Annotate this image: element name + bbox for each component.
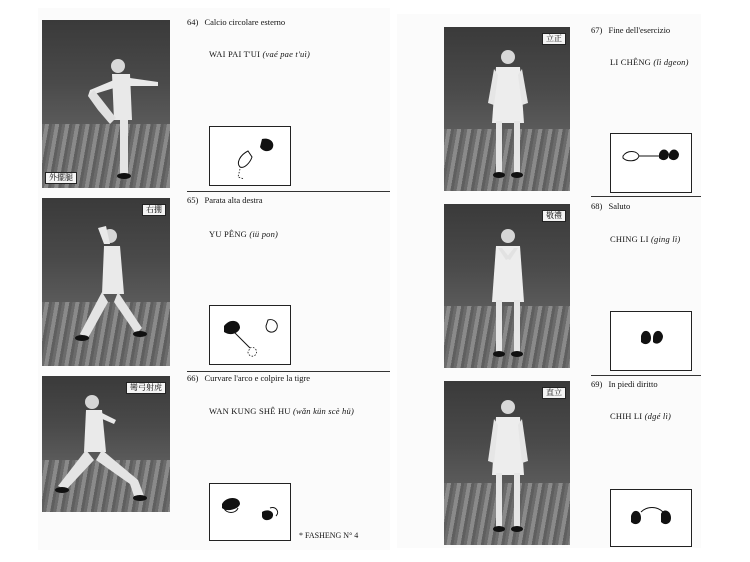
pinyin-name: CHING LI xyxy=(610,234,649,244)
photo-caption-67: 立正 xyxy=(542,33,566,45)
figure-bow-stance-icon xyxy=(42,376,170,512)
footprints-icon xyxy=(611,490,691,546)
entry-65-heading xyxy=(187,195,263,205)
divider-rule xyxy=(591,196,701,197)
transliteration: (wǎn kün scè hü) xyxy=(292,406,354,416)
entry-68-heading xyxy=(591,201,630,211)
figure-block-icon xyxy=(42,198,170,366)
footwork-diagram-65 xyxy=(209,305,291,365)
pinyin-name: WAN KUNG SHÊ HU xyxy=(209,406,291,416)
photo-caption-68: 敬禮 xyxy=(542,210,566,222)
figure-standing-icon xyxy=(444,27,570,191)
entry-64-heading xyxy=(187,17,285,27)
footprints-icon xyxy=(210,306,290,364)
footwork-diagram-68 xyxy=(610,311,692,371)
photo-caption-69: 直立 xyxy=(542,387,566,399)
photo-caption-65: 右掤 xyxy=(142,204,166,216)
entry-title: Curvare l'arco e colpire la tigre xyxy=(204,373,311,383)
entry-67-name xyxy=(610,57,689,67)
entry-66-heading xyxy=(187,373,310,383)
photo-68-salute xyxy=(444,204,570,368)
transliteration: (dgé lì) xyxy=(644,411,672,421)
figure-salute-icon xyxy=(444,204,570,368)
entry-title: Saluto xyxy=(608,201,631,211)
footprints-icon xyxy=(611,134,691,192)
entry-number: 69) xyxy=(591,379,603,389)
footwork-diagram-67 xyxy=(610,133,692,193)
entry-69-heading xyxy=(591,379,658,389)
photo-65-right-high-block xyxy=(42,198,170,366)
page-footer: * FASHENG N° 4 xyxy=(299,531,359,540)
transliteration: (vaé pae t'uì) xyxy=(262,49,311,59)
entry-66-name xyxy=(209,406,354,416)
pinyin-name: WAI PAI T'UI xyxy=(209,49,261,59)
photo-69-standing-upright xyxy=(444,381,570,545)
entry-number: 68) xyxy=(591,201,603,211)
divider-rule xyxy=(187,371,390,372)
photo-64-outer-circular-kick xyxy=(42,20,170,188)
footprints-icon xyxy=(611,312,691,370)
entry-65-name xyxy=(209,229,278,239)
entry-number: 64) xyxy=(187,17,199,27)
pinyin-name: LI CHÊNG xyxy=(610,57,652,67)
entry-title: Fine dell'esercizio xyxy=(608,25,671,35)
divider-rule xyxy=(187,191,390,192)
photo-66-bend-bow-shoot-tiger xyxy=(42,376,170,512)
footwork-diagram-66 xyxy=(209,483,291,541)
figure-kick-icon xyxy=(42,20,170,188)
entry-title: In piedi diritto xyxy=(608,379,658,389)
transliteration: (ging lì) xyxy=(651,234,681,244)
entry-number: 66) xyxy=(187,373,199,383)
divider-rule xyxy=(591,375,701,376)
transliteration: (iü pon) xyxy=(249,229,279,239)
entry-number: 65) xyxy=(187,195,199,205)
footwork-diagram-69 xyxy=(610,489,692,547)
entry-68-name xyxy=(610,234,680,244)
transliteration: (lì dgeon) xyxy=(653,57,689,67)
pinyin-name: CHIH LI xyxy=(610,411,643,421)
footprints-icon xyxy=(210,484,290,540)
photo-67-end-of-exercise xyxy=(444,27,570,191)
entry-67-heading xyxy=(591,25,670,35)
entry-64-name xyxy=(209,49,310,59)
photo-caption-64: 外擺腿 xyxy=(45,172,77,184)
figure-upright-icon xyxy=(444,381,570,545)
pinyin-name: YU PÊNG xyxy=(209,229,247,239)
entry-number: 67) xyxy=(591,25,603,35)
photo-caption-66: 彎弓射虎 xyxy=(126,382,166,394)
footwork-diagram-64 xyxy=(209,126,291,186)
footprints-icon xyxy=(210,127,290,185)
entry-69-name xyxy=(610,411,671,421)
entry-title: Parata alta destra xyxy=(204,195,263,205)
entry-title: Calcio circolare esterno xyxy=(204,17,286,27)
